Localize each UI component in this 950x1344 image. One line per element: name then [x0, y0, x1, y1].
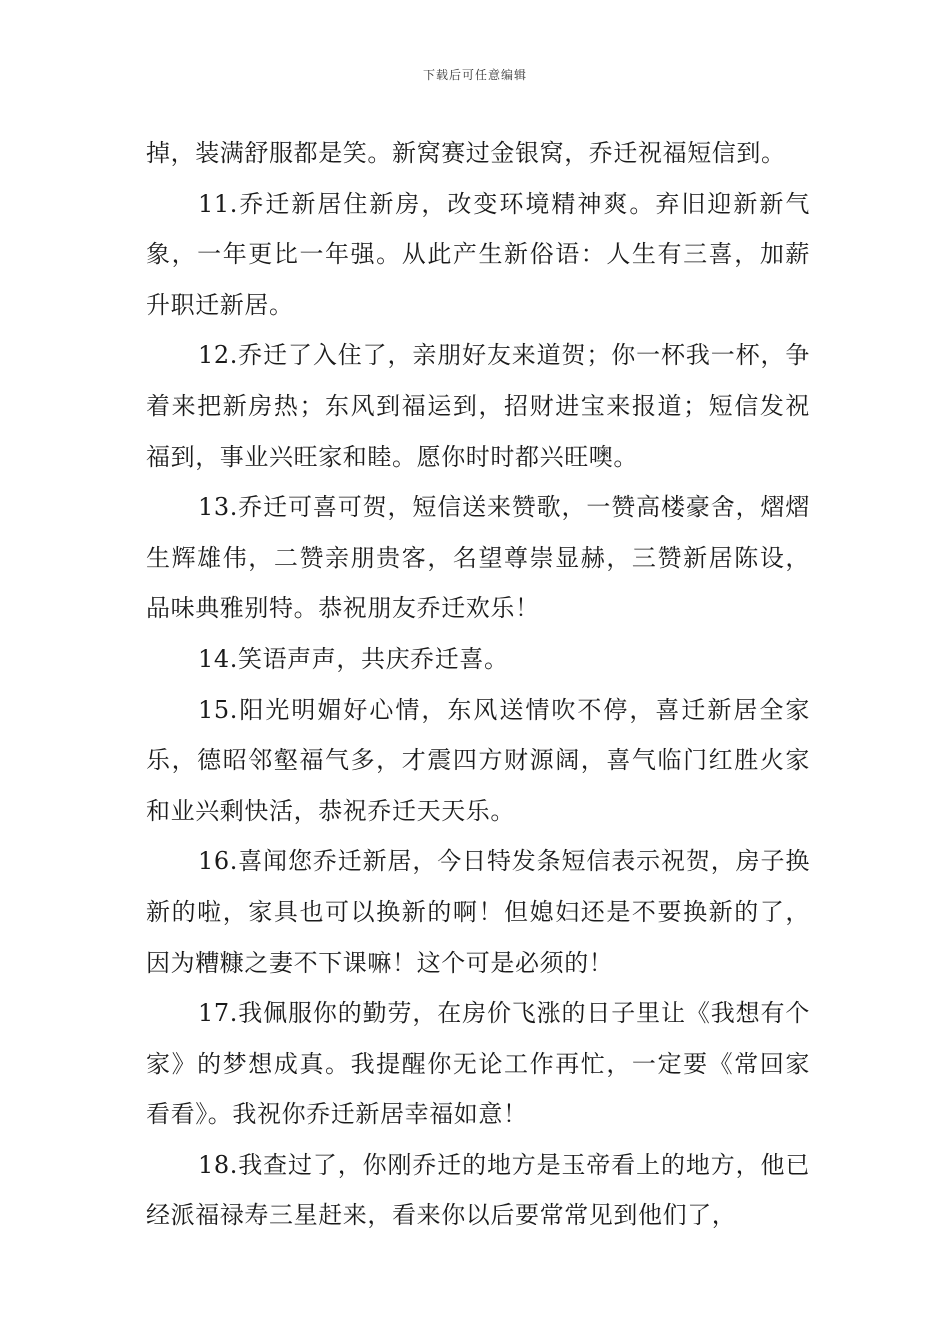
paragraph-item-16: 16.喜闻您乔迁新居，今日特发条短信表示祝贺，房子换新的啦，家具也可以换新的啊！但媳妇还是不要换新的了，因为糟糠之妻不下课嘛！这个可是必须的！	[146, 847, 810, 977]
paragraph-item-14: 14.笑语声声，共庆乔迁喜。	[198, 644, 509, 673]
document-body	[146, 128, 810, 1241]
page-header: 下载后可任意编辑	[422, 68, 527, 82]
paragraph-item-11: 11.乔迁新居住新房，改变环境精神爽。弃旧迎新新气象，一年更比一年强。从此产生新俗语：人生有三喜，加薪升职迁新居。	[146, 189, 810, 319]
paragraph-item-18: 18.我查过了，你刚乔迁的地方是玉帝看上的地方，他已经派福禄寿三星赶来，看来你以后要常常见到他们了，	[146, 1150, 810, 1230]
paragraph-item-12: 12.乔迁了入住了，亲朋好友来道贺；你一杯我一杯，争着来把新房热；东风到福运到，招财进宝来报道；短信发祝福到，事业兴旺家和睦。愿你时时都兴旺噢。	[146, 341, 810, 471]
paragraph-item-15: 15.阳光明媚好心情，东风送情吹不停，喜迁新居全家乐，德昭邻壑福气多，才震四方财源阔，喜气临门红胜火家和业兴剩快活，恭祝乔迁天天乐。	[146, 695, 810, 825]
paragraph-item-13: 13.乔迁可喜可贺，短信送来赞歌，一赞高楼豪舍，熠熠生辉雄伟，二赞亲朋贵客，名望尊崇显赫，三赞新居陈设，品味典雅别特。恭祝朋友乔迁欢乐！	[146, 493, 810, 623]
paragraph-continued: 掉，装满舒服都是笑。新窝赛过金银窝，乔迁祝福短信到。	[146, 139, 786, 167]
paragraph-item-17: 17.我佩服你的勤劳，在房价飞涨的日子里让《我想有个家》的梦想成真。我提醒你无论工作再忙，一定要《常回家看看》。我祝你乔迁新居幸福如意！	[146, 999, 810, 1129]
